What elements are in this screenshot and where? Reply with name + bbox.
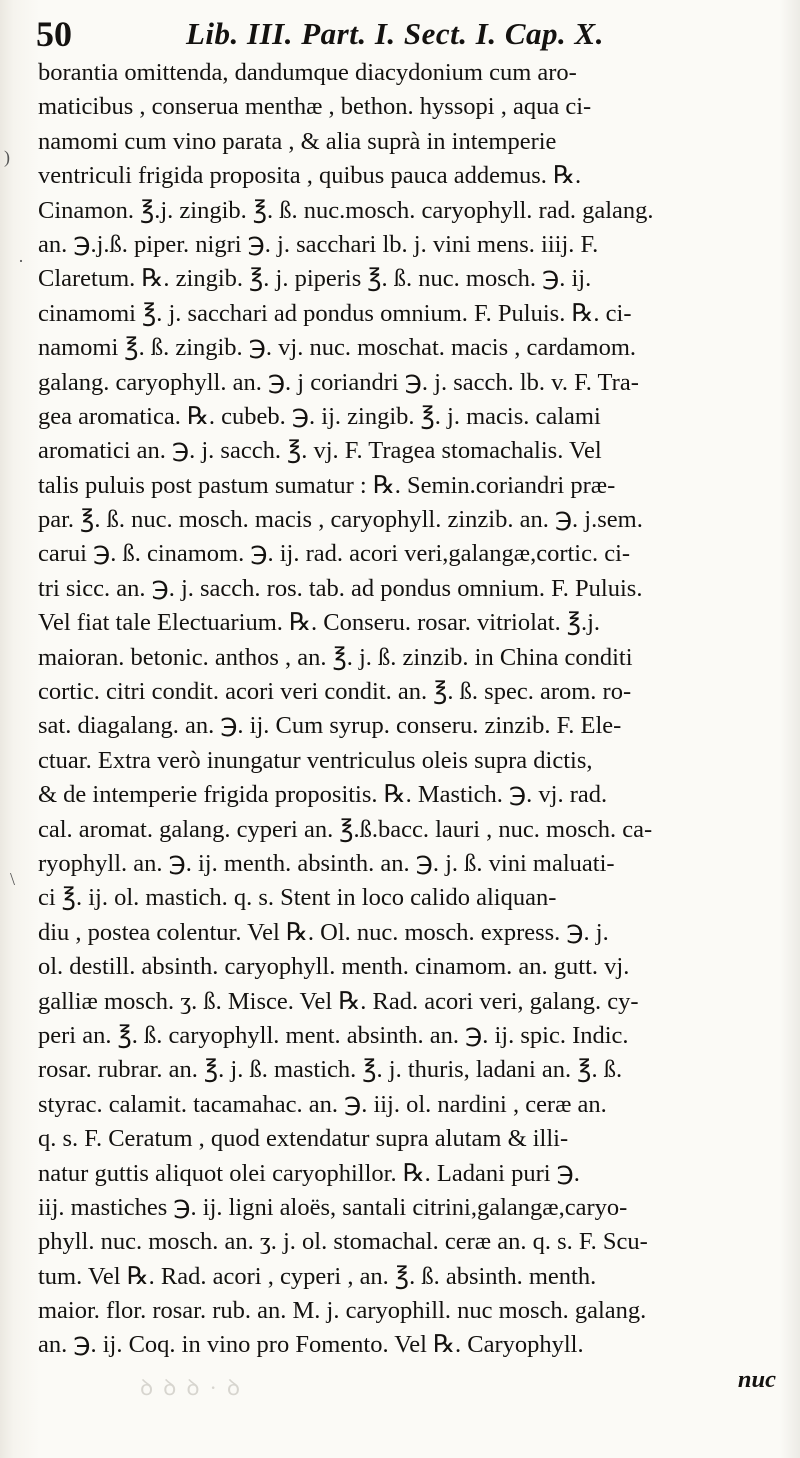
text-line: maioran. betonic. anthos , an. ℥. j. ß. zinzib. in China conditi — [38, 643, 633, 671]
text-line: carui ℈. ß. cinamom. ℈. ij. rad. acori veri,galangæ,cortic. ci- — [38, 540, 631, 568]
body-text — [38, 56, 780, 1397]
text-line: cortic. citri condit. acori veri condit. an. ℥. ß. spec. arom. ro- — [38, 678, 632, 706]
text-line: maticibus , conserua menthæ , bethon. hyssopi , aqua ci- — [38, 93, 592, 121]
text-line: par. ℥. ß. nuc. mosch. macis , caryophyll. zinzib. an. ℈. j.sem. — [38, 506, 643, 534]
margin-mark-paren: ) — [4, 147, 10, 167]
text-line: Claretum. ℞. zingib. ℥. j. piperis ℥. ß. nuc. mosch. ℈. ij. — [38, 265, 592, 293]
text-line: galang. caryophyll. an. ℈. j coriandri ℈. j. sacch. lb. v. F. Tra- — [38, 368, 639, 396]
text-line: talis puluis post pastum sumatur : ℞. Semin.coriandri præ- — [38, 471, 616, 499]
text-line: cal. aromat. galang. cyperi an. ℥.ß.bacc. lauri , nuc. mosch. ca- — [38, 815, 653, 843]
page-header — [36, 14, 736, 54]
margin-mark-slash: \ — [10, 869, 16, 889]
text-line: peri an. ℥. ß. caryophyll. ment. absinth. an. ℈. ij. spic. Indic. — [38, 1021, 629, 1049]
text-line: namomi cum vino parata , & alia suprà in intemperie — [38, 127, 557, 155]
text-line: ventriculi frigida proposita , quibus pauca addemus. ℞. — [38, 162, 582, 190]
margin-mark-dot: · — [18, 251, 24, 271]
page-number: 50 — [36, 14, 72, 54]
text-line: cinamomi ℥. j. sacchari ad pondus omnium. F. Puluis. ℞. ci- — [38, 299, 632, 327]
text-line: natur guttis aliquot olei caryophillor. ℞. Ladani puri ℈. — [38, 1159, 580, 1187]
running-head: Lib. III. Part. I. Sect. I. Cap. X. — [186, 16, 604, 51]
text-line: diu , postea colentur. Vel ℞. Ol. nuc. mosch. express. ℈. j. — [38, 918, 609, 946]
text-line: ol. destill. absinth. caryophyll. menth. cinamom. an. gutt. vj. — [38, 953, 630, 981]
text-line: ctuar. Extra verò inungatur ventriculus oleis supra dictis, — [38, 746, 593, 774]
text-line: q. s. F. Ceratum , quod extendatur supra alutam & illi- — [38, 1125, 569, 1153]
text-line: gea aromatica. ℞. cubeb. ℈. ij. zingib. ℥. j. macis. calami — [38, 402, 601, 430]
catchword: nuc — [737, 1365, 776, 1393]
text-line: phyll. nuc. mosch. an. ʒ. j. ol. stomachal. ceræ an. q. s. F. Scu- — [38, 1228, 648, 1256]
text-line: an. ℈. ij. Coq. in vino pro Fomento. Vel ℞. Caryophyll. — [38, 1331, 584, 1359]
text-line: styrac. calamit. tacamahac. an. ℈. iij. ol. nardini , ceræ an. — [38, 1090, 607, 1118]
text-line: rosar. rubrar. an. ℥. j. ß. mastich. ℥. j. thuris, ladani an. ℥. ß. — [38, 1056, 623, 1084]
text-line: tri sicc. an. ℈. j. sacch. ros. tab. ad pondus omnium. F. Puluis. — [38, 574, 643, 602]
text-line: iij. mastiches ℈. ij. ligni aloës, santali citrini,galangæ,caryo- — [38, 1193, 628, 1221]
text-line: tum. Vel ℞. Rad. acori , cyperi , an. ℥. ß. absinth. menth. — [38, 1262, 597, 1290]
text-line: sat. diagalang. an. ℈. ij. Cum syrup. conseru. zinzib. F. Ele- — [38, 712, 622, 740]
text-line: galliæ mosch. ʒ. ß. Misce. Vel ℞. Rad. acori veri, galang. cy- — [38, 987, 639, 1015]
text-line: Cinamon. ℥.j. zingib. ℥. ß. nuc.mosch. caryophyll. rad. galang. — [38, 196, 654, 224]
show-through-text: ꝺꝺꝺ·ꝺ — [140, 1375, 251, 1400]
text-line: maior. flor. rosar. rub. an. M. j. caryophill. nuc mosch. galang. — [38, 1297, 647, 1325]
text-line: borantia omittenda, dandumque diacydonium cum aro- — [38, 59, 577, 86]
text-line: ryophyll. an. ℈. ij. menth. absinth. an. ℈. j. ß. vini maluati- — [38, 849, 615, 877]
text-line: namomi ℥. ß. zingib. ℈. vj. nuc. moschat. macis , cardamom. — [38, 334, 637, 362]
text-line: ci ℥. ij. ol. mastich. q. s. Stent in loco calido aliquan- — [38, 884, 557, 912]
text-line: Vel fiat tale Electuarium. ℞. Conseru. rosar. vitriolat. ℥.j. — [38, 609, 601, 637]
text-line: aromatici an. ℈. j. sacch. ℥. vj. F. Tragea stomachalis. Vel — [38, 437, 602, 465]
text-line: & de intemperie frigida propositis. ℞. Mastich. ℈. vj. rad. — [38, 781, 608, 809]
text-line: an. ℈.j.ß. piper. nigri ℈. j. sacchari lb. j. vini mens. iiij. F. — [38, 230, 599, 258]
